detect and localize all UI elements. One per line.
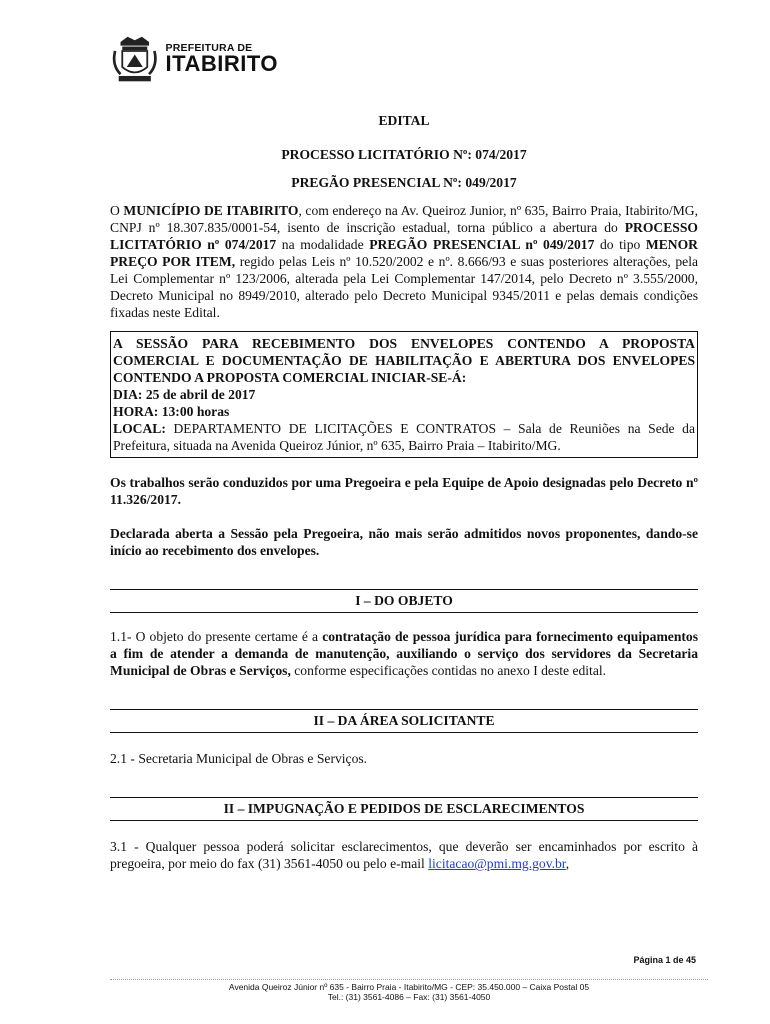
document-body <box>110 112 698 872</box>
section-1-text-b: conforme especificações contidas no anexo I deste edital. <box>290 663 607 678</box>
section-1-bold: contratação de pessoa jurídica para fornecimento equipamentos a fim de atender a demanda de manutenção, auxiliando o serviço dos servidores da Secretaria Municipal de Obras e Serviços, <box>110 629 698 678</box>
document-title: EDITAL <box>378 113 430 128</box>
section-1-text <box>110 628 698 679</box>
session-heading: A SESSÃO PARA RECEBIMENTO DOS ENVELOPES CONTENDO A PROPOSTA COMERCIAL E DOCUMENTAÇÃO DE HABILITAÇÃO E ABERTURA DOS ENVELOPES CONTENDO A PROPOSTA COMERCIAL INICIAR-SE-Á: <box>113 336 695 385</box>
intro-text-3: na modalidade <box>276 237 370 252</box>
section-3-text-a: 3.1 - Qualquer pessoa poderá solicitar esclarecimentos, que deverão ser encaminhados por escrito à pregoeira, por meio do fax (31) 3561-4050 ou pelo e-mail <box>110 839 698 871</box>
intro-bold-3: PREGÃO PRESENCIAL nº 049/2017 <box>369 237 595 252</box>
session-hour: HORA: 13:00 horas <box>113 404 230 419</box>
section-1-title: I – DO OBJETO <box>110 589 698 613</box>
work-note: Os trabalhos serão conduzidos por uma Pregoeira e pela Equipe de Apoio designadas pelo Decreto nº 11.326/2017. <box>110 475 698 507</box>
intro-bold-1: MUNICÍPIO DE ITABIRITO <box>123 203 299 218</box>
section-3-title: II – IMPUGNAÇÃO E PEDIDOS DE ESCLARECIMENTOS <box>110 797 698 821</box>
prefeitura-logo <box>108 30 278 88</box>
session-local-text: DEPARTAMENTO DE LICITAÇÕES E CONTRATOS – Sala de Reuniões na Sede da Prefeitura, situada na Avenida Queiroz Júnior, nº 635, Bairro Praia – Itabirito/MG. <box>113 421 695 453</box>
open-note: Declarada aberta a Sessão pela Pregoeira, não mais serão admitidos novos proponentes, dando-se início ao recebimento dos envelopes. <box>110 526 698 558</box>
intro-bold-2: PROCESSO LICITATÓRIO nº 074/2017 <box>110 220 698 252</box>
footer-address: Avenida Queiroz Júnior nº 635 - Bairro Praia - Itabirito/MG - CEP: 35.450.000 – Caixa Postal 05 <box>228 982 590 992</box>
section-2-title: II – DA ÁREA SOLICITANTE <box>110 709 698 733</box>
logo-line1: PREFEITURA DE <box>165 41 253 54</box>
email-link[interactable]: licitacao@pmi.mg.gov.br <box>428 856 566 871</box>
session-box <box>110 331 698 458</box>
logo-line2: ITABIRITO <box>165 51 278 77</box>
intro-text-4: do tipo <box>594 237 646 252</box>
intro-text-1: O <box>110 203 124 218</box>
footer-divider <box>110 979 708 980</box>
session-day: DIA: 25 de abril de 2017 <box>113 387 256 402</box>
footer-phones: Tel.: (31) 3561-4086 – Fax: (31) 3561-4050 <box>327 992 491 1002</box>
coat-of-arms-icon <box>108 30 162 88</box>
session-local <box>113 420 695 454</box>
section-1-text-a: 1.1- O objeto do presente certame é a <box>110 629 323 644</box>
section-3-text <box>110 838 698 872</box>
session-local-label: LOCAL: <box>113 421 166 436</box>
section-3-text-b: , <box>565 856 570 871</box>
pregao-number: PREGÃO PRESENCIAL Nº: 049/2017 <box>291 175 517 190</box>
page-footer <box>110 955 708 1002</box>
section-2-text: 2.1 - Secretaria Municipal de Obras e Serviços. <box>110 751 368 766</box>
intro-text-2: , com endereço na Av. Queiroz Junior, nº 635, Bairro Praia, Itabirito/MG, CNPJ nº 18.307.835/0001-54, isento de inscrição estadual, torna público a abertura do <box>110 203 699 235</box>
intro-bold-4: MENOR PREÇO POR ITEM, <box>110 237 698 269</box>
process-number: PROCESSO LICITATÓRIO Nº: 074/2017 <box>281 147 527 162</box>
intro-paragraph <box>110 202 698 321</box>
page-number: Página 1 de 45 <box>633 955 696 965</box>
intro-text-5: regido pelas Leis nº 10.520/2002 e nº. 8.666/93 e suas posteriores alterações, pela Lei Complementar nº 123/2006, alterada pela Lei Complementar 147/2014, pelo Decreto nº 3.555/2000, Decreto Municipal no 8949/2010, alterado pelo Decreto Municipal 9345/2011 e pelas demais condições fixadas neste Edital. <box>110 254 698 320</box>
